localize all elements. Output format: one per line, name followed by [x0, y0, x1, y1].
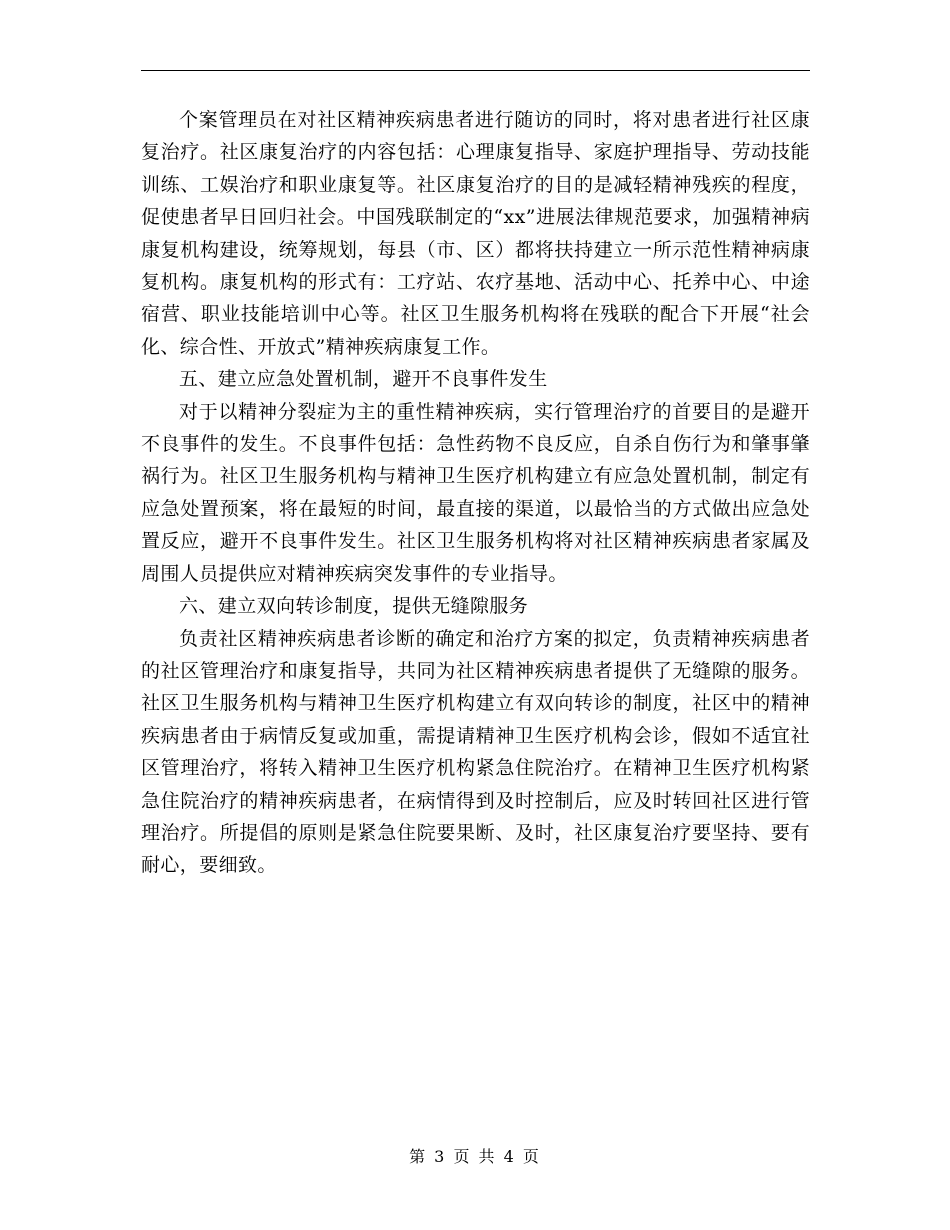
- document-body: [141, 104, 810, 882]
- section-heading-emergency: 五、建立应急处置机制，避开不良事件发生: [179, 368, 548, 391]
- paragraph-rehab: 个案管理员在对社区精神疾病患者进行随访的同时，将对患者进行社区康复治疗。社区康复治疗的内容包括：心理康复指导、家庭护理指导、劳动技能训练、工娱治疗和职业康复等。社区康复治疗的目的是减轻精神残疾的程度，促使患者早日回归社会。中国残联制定的“xx”进展法律规范要求，加强精神病康复机构建设，统筹规划，每县（市、区）都将扶持建立一所示范性精神病康复机构。康复机构的形式有：工疗站、农疗基地、活动中心、托养中心、中途宿营、职业技能培训中心等。社区卫生服务机构将在残联的配合下开展“社会化、综合性、开放式”精神疾病康复工作。: [141, 109, 810, 358]
- section-heading-referral: 六、建立双向转诊制度，提供无缝隙服务: [179, 595, 529, 618]
- header-rule: [141, 70, 810, 71]
- paragraph-emergency: 对于以精神分裂症为主的重性精神疾病，实行管理治疗的首要目的是避开不良事件的发生。不良事件包括：急性药物不良反应，自杀自伤行为和肇事肇祸行为。社区卫生服务机构与精神卫生医疗机构建立有应急处置机制，制定有应急处置预案，将在最短的时间，最直接的渠道，以最恰当的方式做出应急处置反应，避开不良事件发生。社区卫生服务机构将对社区精神疾病患者家属及周围人员提供应对精神疾病突发事件的专业指导。: [141, 400, 810, 585]
- paragraph-referral: 负责社区精神疾病患者诊断的确定和治疗方案的拟定，负责精神疾病患者的社区管理治疗和康复指导，共同为社区精神疾病患者提供了无缝隙的服务。社区卫生服务机构与精神卫生医疗机构建立有双向转诊的制度，社区中的精神疾病患者由于病情反复或加重，需提请精神卫生医疗机构会诊，假如不适宜社区管理治疗，将转入精神卫生医疗机构紧急住院治疗。在精神卫生医疗机构紧急住院治疗的精神疾病患者，在病情得到及时控制后，应及时转回社区进行管理治疗。所提倡的原则是紧急住院要果断、及时，社区康复治疗要坚持、要有耐心，要细致。: [141, 627, 810, 877]
- page-number-footer: 第 3 页 共 4 页: [409, 1147, 541, 1166]
